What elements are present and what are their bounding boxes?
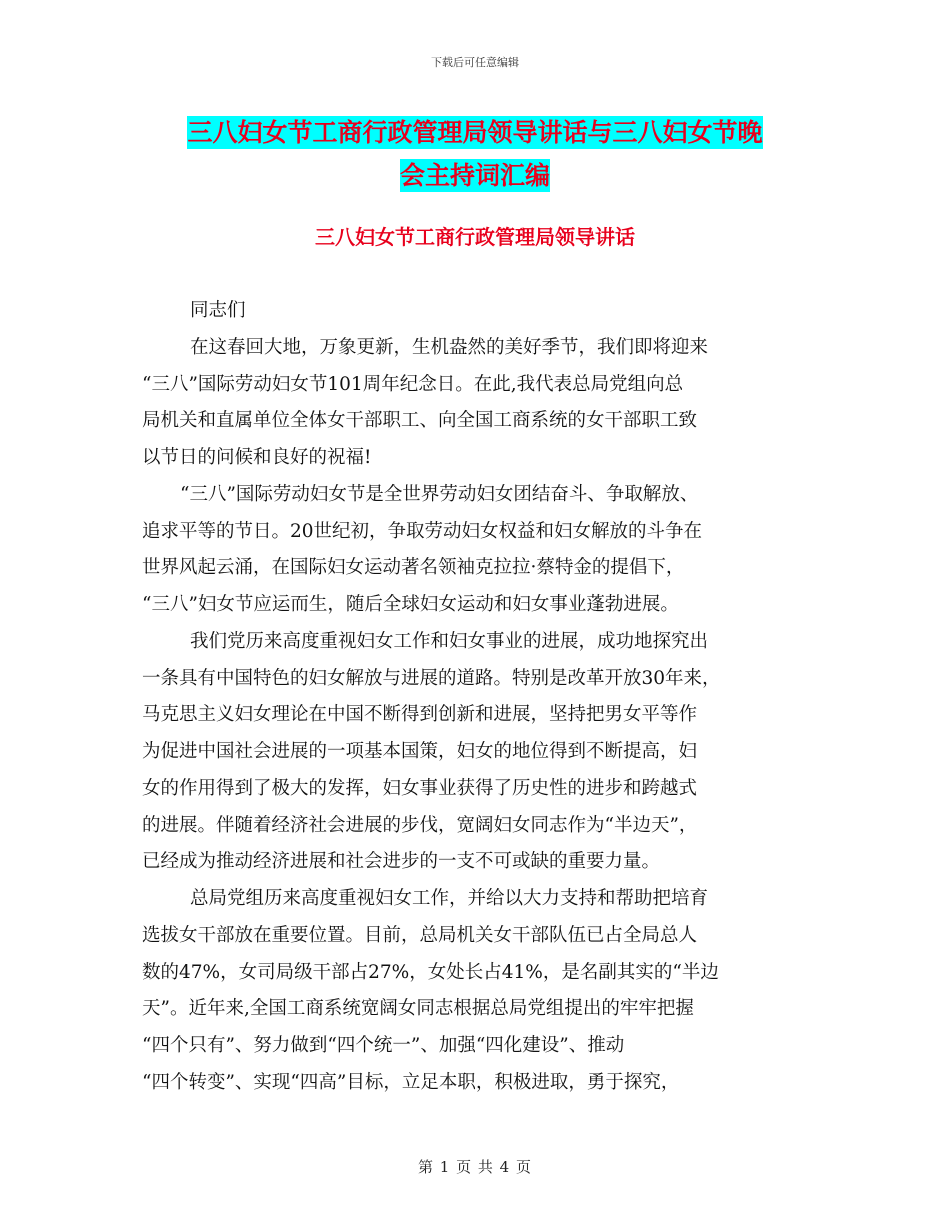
body-line: 局机关和直属单位全体女干部职工、向全国工商系统的女干部职工致 xyxy=(142,410,698,431)
page-footer: 第 1 页 共 4 页 xyxy=(418,1158,532,1176)
body-line: 马克思主义妇女理论在中国不断得到创新和进展，坚持把男女平等作 xyxy=(142,704,698,725)
body-line: 的进展。伴随着经济社会进展的步伐，宽阔妇女同志作为“半边天”， xyxy=(142,815,698,836)
body-line: 总局党组历来高度重视妇女工作，并给以大力支持和帮助把培育 xyxy=(190,888,709,909)
document-title-line2-text: 会主持词汇编 xyxy=(399,161,550,190)
body-line: “三八”国际劳动妇女节是全世界劳动妇女团结奋斗、争取解放、 xyxy=(180,484,699,505)
body-line: 女的作用得到了极大的发挥，妇女事业获得了历史性的进步和跨越式 xyxy=(142,778,698,799)
body-line: 已经成为推动经济进展和社会进步的一支不可或缺的重要力量。 xyxy=(142,851,661,872)
body-line: “四个转变”、实现“四高”目标，立足本职，积极进取，勇于探究， xyxy=(142,1072,680,1093)
body-line: 为促进中国社会进展的一项基本国策，妇女的地位得到不断提高，妇 xyxy=(142,741,698,762)
salutation-line: 同志们 xyxy=(190,300,246,321)
body-line: 天”。近年来,全国工商系统宽阔女同志根据总局党组提出的牢牢把握 xyxy=(142,998,694,1019)
body-line: 我们党历来高度重视妇女工作和妇女事业的进展，成功地探究出 xyxy=(190,631,709,652)
body-line: 在这春回大地，万象更新，生机盎然的美好季节，我们即将迎来 xyxy=(190,337,709,358)
section-heading: 三八妇女节工商行政管理局领导讲话 xyxy=(315,225,635,249)
body-line: “三八”妇女节应运而生，随后全球妇女运动和妇女事业蓬勃进展。 xyxy=(142,594,679,615)
document-title-line1-text: 三八妇女节工商行政管理局领导讲话与三八妇女节晚 xyxy=(187,118,763,147)
body-line: 数的47%，女司局级干部占27%，女处长占41%，是名副其实的“半边 xyxy=(142,962,719,983)
document-title-line1 xyxy=(0,113,950,149)
document-title-line2 xyxy=(0,156,950,192)
body-line: 世界风起云涌，在国际妇女运动著名领袖克拉拉·蔡特金的提倡下， xyxy=(142,557,685,578)
body-line: “四个只有”、努力做到“四个统一”、加强“四化建设”、推动 xyxy=(142,1035,625,1056)
body-line: 选拔女干部放在重要位置。目前，总局机关女干部队伍已占全局总人 xyxy=(142,925,698,946)
body-line: 追求平等的节日。20世纪初，争取劳动妇女权益和妇女解放的斗争在 xyxy=(142,521,703,542)
body-line: 以节日的问候和良好的祝福! xyxy=(142,447,372,468)
header-note: 下载后可任意编辑 xyxy=(431,56,519,69)
body-line: “三八”国际劳动妇女节101周年纪念日。在此,我代表总局党组向总 xyxy=(142,374,684,395)
body-line: 一条具有中国特色的妇女解放与进展的道路。特别是改革开放30年来， xyxy=(142,668,721,689)
